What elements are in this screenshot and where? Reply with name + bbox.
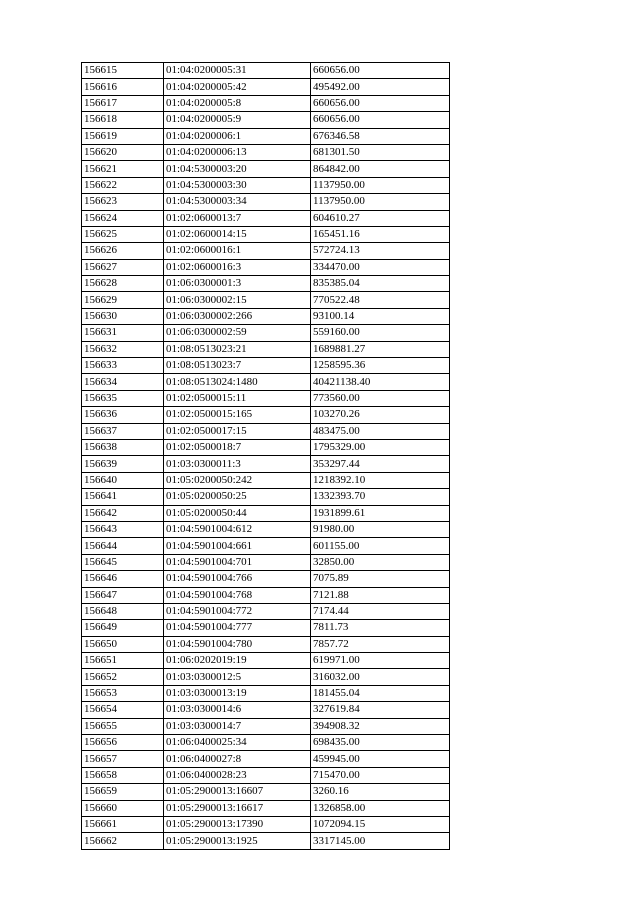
cadastral-number-cell: 01:04:0200005:8 — [164, 95, 311, 111]
value-cell: 7857.72 — [311, 636, 450, 652]
row-number-cell: 156616 — [82, 79, 164, 95]
table-row — [82, 538, 450, 554]
cadastral-number-cell: 01:05:2900013:1925 — [164, 833, 311, 849]
table-row — [82, 439, 450, 455]
cadastral-number-cell: 01:06:0300002:266 — [164, 308, 311, 324]
value-cell: 660656.00 — [311, 63, 450, 79]
row-number-cell: 156650 — [82, 636, 164, 652]
table-row — [82, 800, 450, 816]
value-cell: 93100.14 — [311, 308, 450, 324]
cadastral-number-cell: 01:06:0300002:15 — [164, 292, 311, 308]
value-cell: 483475.00 — [311, 423, 450, 439]
cadastral-number-cell: 01:03:0300014:6 — [164, 702, 311, 718]
row-number-cell: 156647 — [82, 587, 164, 603]
table-row — [82, 358, 450, 374]
cadastral-number-cell: 01:03:0300012:5 — [164, 669, 311, 685]
row-number-cell: 156656 — [82, 735, 164, 751]
cadastral-number-cell: 01:08:0513023:7 — [164, 358, 311, 374]
table-row — [82, 472, 450, 488]
table-row — [82, 407, 450, 423]
table-row — [82, 751, 450, 767]
value-cell: 334470.00 — [311, 259, 450, 275]
row-number-cell: 156653 — [82, 685, 164, 701]
value-cell: 316032.00 — [311, 669, 450, 685]
cadastral-number-cell: 01:04:5901004:701 — [164, 554, 311, 570]
table-row — [82, 243, 450, 259]
cadastral-number-cell: 01:05:2900013:17390 — [164, 816, 311, 832]
row-number-cell: 156661 — [82, 816, 164, 832]
table-row — [82, 685, 450, 701]
table-row — [82, 816, 450, 832]
value-cell: 32850.00 — [311, 554, 450, 570]
table-row — [82, 784, 450, 800]
cadastral-number-cell: 01:02:0600014:15 — [164, 226, 311, 242]
cadastral-number-cell: 01:08:0513024:1480 — [164, 374, 311, 390]
table-row — [82, 833, 450, 849]
table-row — [82, 144, 450, 160]
cadastral-number-cell: 01:03:0300013:19 — [164, 685, 311, 701]
cadastral-number-cell: 01:06:0400027:8 — [164, 751, 311, 767]
row-number-cell: 156636 — [82, 407, 164, 423]
table-row — [82, 456, 450, 472]
cadastral-number-cell: 01:04:0200006:1 — [164, 128, 311, 144]
row-number-cell: 156631 — [82, 325, 164, 341]
cadastral-number-cell: 01:04:0200005:42 — [164, 79, 311, 95]
value-cell: 1326858.00 — [311, 800, 450, 816]
cadastral-number-cell: 01:04:5901004:766 — [164, 571, 311, 587]
value-cell: 394908.32 — [311, 718, 450, 734]
row-number-cell: 156629 — [82, 292, 164, 308]
table-row — [82, 292, 450, 308]
cadastral-number-cell: 01:03:0300014:7 — [164, 718, 311, 734]
cadastral-number-cell: 01:05:0200050:44 — [164, 505, 311, 521]
row-number-cell: 156622 — [82, 177, 164, 193]
cadastral-number-cell: 01:03:0300011:3 — [164, 456, 311, 472]
row-number-cell: 156638 — [82, 439, 164, 455]
value-cell: 459945.00 — [311, 751, 450, 767]
row-number-cell: 156634 — [82, 374, 164, 390]
cadastral-number-cell: 01:04:5901004:772 — [164, 603, 311, 619]
row-number-cell: 156626 — [82, 243, 164, 259]
cadastral-number-cell: 01:05:2900013:16607 — [164, 784, 311, 800]
value-cell: 165451.16 — [311, 226, 450, 242]
table-row — [82, 374, 450, 390]
row-number-cell: 156640 — [82, 472, 164, 488]
table-row — [82, 112, 450, 128]
table-row — [82, 194, 450, 210]
row-number-cell: 156645 — [82, 554, 164, 570]
row-number-cell: 156639 — [82, 456, 164, 472]
value-cell: 7121.88 — [311, 587, 450, 603]
cadastral-number-cell: 01:06:0300001:3 — [164, 276, 311, 292]
cadastral-number-cell: 01:05:2900013:16617 — [164, 800, 311, 816]
value-cell: 601155.00 — [311, 538, 450, 554]
cadastral-number-cell: 01:02:0600013:7 — [164, 210, 311, 226]
row-number-cell: 156621 — [82, 161, 164, 177]
cadastral-number-cell: 01:04:5901004:661 — [164, 538, 311, 554]
cadastral-number-cell: 01:04:0200005:9 — [164, 112, 311, 128]
row-number-cell: 156637 — [82, 423, 164, 439]
cadastral-number-cell: 01:06:0300002:59 — [164, 325, 311, 341]
table-row — [82, 226, 450, 242]
table-row — [82, 767, 450, 783]
value-cell: 773560.00 — [311, 390, 450, 406]
row-number-cell: 156624 — [82, 210, 164, 226]
value-cell: 1931899.61 — [311, 505, 450, 521]
cadastral-number-cell: 01:08:0513023:21 — [164, 341, 311, 357]
table-row — [82, 587, 450, 603]
cadastral-number-cell: 01:05:0200050:25 — [164, 489, 311, 505]
row-number-cell: 156620 — [82, 144, 164, 160]
table-row — [82, 653, 450, 669]
value-cell: 1689881.27 — [311, 341, 450, 357]
row-number-cell: 156632 — [82, 341, 164, 357]
table-row — [82, 735, 450, 751]
table-row — [82, 718, 450, 734]
table-row — [82, 489, 450, 505]
value-cell: 1218392.10 — [311, 472, 450, 488]
cadastral-number-cell: 01:04:0200006:13 — [164, 144, 311, 160]
row-number-cell: 156641 — [82, 489, 164, 505]
row-number-cell: 156619 — [82, 128, 164, 144]
value-cell: 7174.44 — [311, 603, 450, 619]
value-cell: 698435.00 — [311, 735, 450, 751]
cadastral-number-cell: 01:04:5901004:780 — [164, 636, 311, 652]
table-row — [82, 669, 450, 685]
cadastral-number-cell: 01:04:0200005:31 — [164, 63, 311, 79]
value-cell: 770522.48 — [311, 292, 450, 308]
table-row — [82, 308, 450, 324]
value-cell: 864842.00 — [311, 161, 450, 177]
table-row — [82, 505, 450, 521]
table-row — [82, 341, 450, 357]
table-row — [82, 276, 450, 292]
value-cell: 327619.84 — [311, 702, 450, 718]
row-number-cell: 156625 — [82, 226, 164, 242]
row-number-cell: 156615 — [82, 63, 164, 79]
value-cell: 835385.04 — [311, 276, 450, 292]
row-number-cell: 156652 — [82, 669, 164, 685]
value-cell: 353297.44 — [311, 456, 450, 472]
table-row — [82, 620, 450, 636]
value-cell: 715470.00 — [311, 767, 450, 783]
row-number-cell: 156655 — [82, 718, 164, 734]
table-row — [82, 128, 450, 144]
row-number-cell: 156648 — [82, 603, 164, 619]
row-number-cell: 156644 — [82, 538, 164, 554]
value-cell: 1137950.00 — [311, 177, 450, 193]
row-number-cell: 156618 — [82, 112, 164, 128]
cadastral-number-cell: 01:02:0500018:7 — [164, 439, 311, 455]
row-number-cell: 156662 — [82, 833, 164, 849]
row-number-cell: 156658 — [82, 767, 164, 783]
cadastral-number-cell: 01:04:5300003:34 — [164, 194, 311, 210]
value-cell: 3317145.00 — [311, 833, 450, 849]
table-row — [82, 95, 450, 111]
value-cell: 660656.00 — [311, 95, 450, 111]
value-cell: 676346.58 — [311, 128, 450, 144]
table-row — [82, 177, 450, 193]
row-number-cell: 156654 — [82, 702, 164, 718]
row-number-cell: 156649 — [82, 620, 164, 636]
cadastral-number-cell: 01:04:5901004:768 — [164, 587, 311, 603]
table-row — [82, 63, 450, 79]
cadastral-number-cell: 01:04:5300003:30 — [164, 177, 311, 193]
cadastral-number-cell: 01:04:5901004:612 — [164, 521, 311, 537]
value-cell: 1072094.15 — [311, 816, 450, 832]
value-cell: 1795329.00 — [311, 439, 450, 455]
row-number-cell: 156660 — [82, 800, 164, 816]
value-cell: 181455.04 — [311, 685, 450, 701]
table-row — [82, 554, 450, 570]
row-number-cell: 156642 — [82, 505, 164, 521]
table-row — [82, 259, 450, 275]
value-cell: 91980.00 — [311, 521, 450, 537]
table-row — [82, 423, 450, 439]
cadastral-number-cell: 01:02:0500015:11 — [164, 390, 311, 406]
table-row — [82, 571, 450, 587]
cadastral-number-cell: 01:06:0400025:34 — [164, 735, 311, 751]
row-number-cell: 156651 — [82, 653, 164, 669]
cadastral-number-cell: 01:02:0500017:15 — [164, 423, 311, 439]
row-number-cell: 156635 — [82, 390, 164, 406]
value-cell: 495492.00 — [311, 79, 450, 95]
table-row — [82, 210, 450, 226]
table-row — [82, 521, 450, 537]
row-number-cell: 156633 — [82, 358, 164, 374]
data-table — [81, 62, 450, 850]
cadastral-number-cell: 01:02:0600016:3 — [164, 259, 311, 275]
row-number-cell: 156617 — [82, 95, 164, 111]
value-cell: 572724.13 — [311, 243, 450, 259]
value-cell: 7811.73 — [311, 620, 450, 636]
value-cell: 3260.16 — [311, 784, 450, 800]
table-row — [82, 79, 450, 95]
table-row — [82, 603, 450, 619]
value-cell: 559160.00 — [311, 325, 450, 341]
table-row — [82, 390, 450, 406]
cadastral-number-cell: 01:02:0600016:1 — [164, 243, 311, 259]
cadastral-number-cell: 01:04:5901004:777 — [164, 620, 311, 636]
row-number-cell: 156657 — [82, 751, 164, 767]
cadastral-number-cell: 01:04:5300003:20 — [164, 161, 311, 177]
value-cell: 660656.00 — [311, 112, 450, 128]
cadastral-number-cell: 01:02:0500015:165 — [164, 407, 311, 423]
value-cell: 1137950.00 — [311, 194, 450, 210]
table-row — [82, 161, 450, 177]
value-cell: 1332393.70 — [311, 489, 450, 505]
cadastral-number-cell: 01:06:0400028:23 — [164, 767, 311, 783]
row-number-cell: 156627 — [82, 259, 164, 275]
table-row — [82, 636, 450, 652]
value-cell: 40421138.40 — [311, 374, 450, 390]
table-row — [82, 325, 450, 341]
value-cell: 619971.00 — [311, 653, 450, 669]
data-table-body — [82, 63, 450, 850]
table-row — [82, 702, 450, 718]
value-cell: 7075.89 — [311, 571, 450, 587]
row-number-cell: 156659 — [82, 784, 164, 800]
row-number-cell: 156628 — [82, 276, 164, 292]
cadastral-number-cell: 01:06:0202019:19 — [164, 653, 311, 669]
cadastral-number-cell: 01:05:0200050:242 — [164, 472, 311, 488]
value-cell: 681301.50 — [311, 144, 450, 160]
row-number-cell: 156630 — [82, 308, 164, 324]
value-cell: 1258595.36 — [311, 358, 450, 374]
row-number-cell: 156643 — [82, 521, 164, 537]
row-number-cell: 156646 — [82, 571, 164, 587]
row-number-cell: 156623 — [82, 194, 164, 210]
value-cell: 604610.27 — [311, 210, 450, 226]
value-cell: 103270.26 — [311, 407, 450, 423]
